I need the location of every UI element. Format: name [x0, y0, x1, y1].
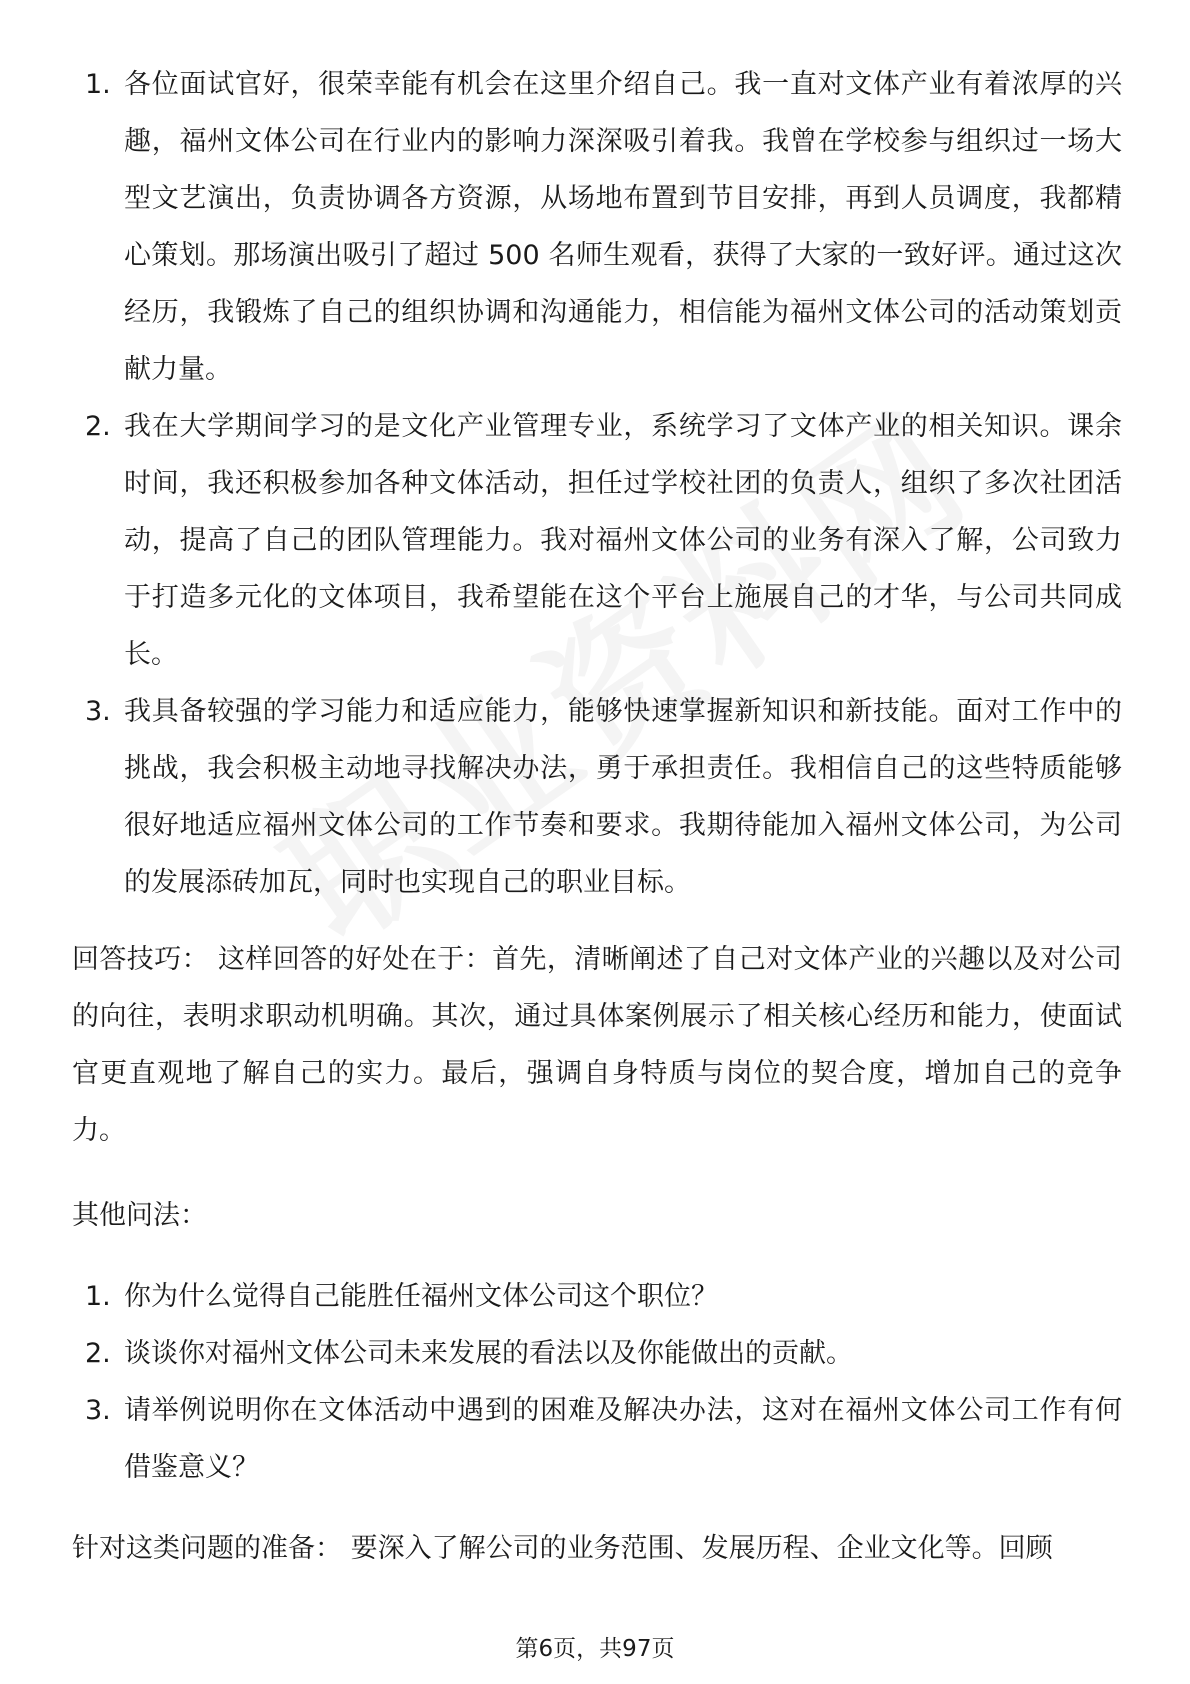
list-item-text: 我具备较强的学习能力和适应能力，能够快速掌握新知识和新技能。面对工作中的挑战，我会积极主动地寻找解决办法，勇于承担责任。我相信自己的这些特质能够很好地适应福州文体公司的工作节奏和要求。我期待能加入福州文体公司，为公司的发展添砖加瓦，同时也实现自己的职业目标。	[124, 696, 1122, 898]
list-item-text: 我在大学期间学习的是文化产业管理专业，系统学习了文体产业的相关知识。课余时间，我还积极参加各种文体活动，担任过学校社团的负责人，组织了多次社团活动，提高了自己的团队管理能力。我对福州文体公司的业务有深入了解，公司致力于打造多元化的文体项目，我希望能在这个平台上施展自己的才华，与公司共同成长。	[124, 411, 1122, 670]
list-item-number: 3.	[85, 696, 111, 727]
list-item	[72, 398, 1122, 683]
list-item-text: 各位面试官好，很荣幸能有机会在这里介绍自己。我一直对文体产业有着浓厚的兴趣，福州文体公司在行业内的影响力深深吸引着我。我曾在学校参与组织过一场大型文艺演出，负责协调各方资源，从场地布置到节目安排，再到人员调度，我都精心策划。那场演出吸引了超过 500 名师生观看，获得了大家的一致好评。通过这次经历，我锻炼了自己的组织协调和沟通能力，相信能为福州文体公司的活动策划贡献力量。	[124, 69, 1122, 385]
other-questions-heading: 其他问法：	[72, 1200, 207, 1231]
list-item-number: 1.	[85, 69, 111, 100]
document-body	[72, 56, 1122, 1577]
list-item-number: 2.	[85, 411, 111, 442]
list-item-number: 1.	[85, 1281, 111, 1312]
preparation-paragraph: 针对这类问题的准备： 要深入了解公司的业务范围、发展历程、企业文化等。回顾	[72, 1533, 1053, 1564]
list-item	[72, 1325, 1122, 1382]
other-questions-list	[72, 1268, 1122, 1496]
answer-list	[72, 56, 1122, 911]
list-item	[72, 1268, 1122, 1325]
list-item-text: 谈谈你对福州文体公司未来发展的看法以及你能做出的贡献。	[124, 1338, 853, 1369]
answer-tips: 回答技巧： 这样回答的好处在于：首先，清晰阐述了自己对文体产业的兴趣以及对公司的向往，表明求职动机明确。其次，通过具体案例展示了相关核心经历和能力，使面试官更直观地了解自己的实力。最后，强调自身特质与岗位的契合度，增加自己的竞争力。	[72, 944, 1122, 1146]
page-number: 第6页，共97页	[515, 1636, 675, 1662]
list-item-number: 3.	[85, 1395, 111, 1426]
list-item-text: 你为什么觉得自己能胜任福州文体公司这个职位？	[124, 1281, 718, 1312]
list-item	[72, 683, 1122, 911]
list-item	[72, 1382, 1122, 1496]
list-item-text: 请举例说明你在文体活动中遇到的困难及解决办法，这对在福州文体公司工作有何借鉴意义？	[124, 1395, 1122, 1483]
list-item-number: 2.	[85, 1338, 111, 1369]
list-item	[72, 56, 1122, 398]
